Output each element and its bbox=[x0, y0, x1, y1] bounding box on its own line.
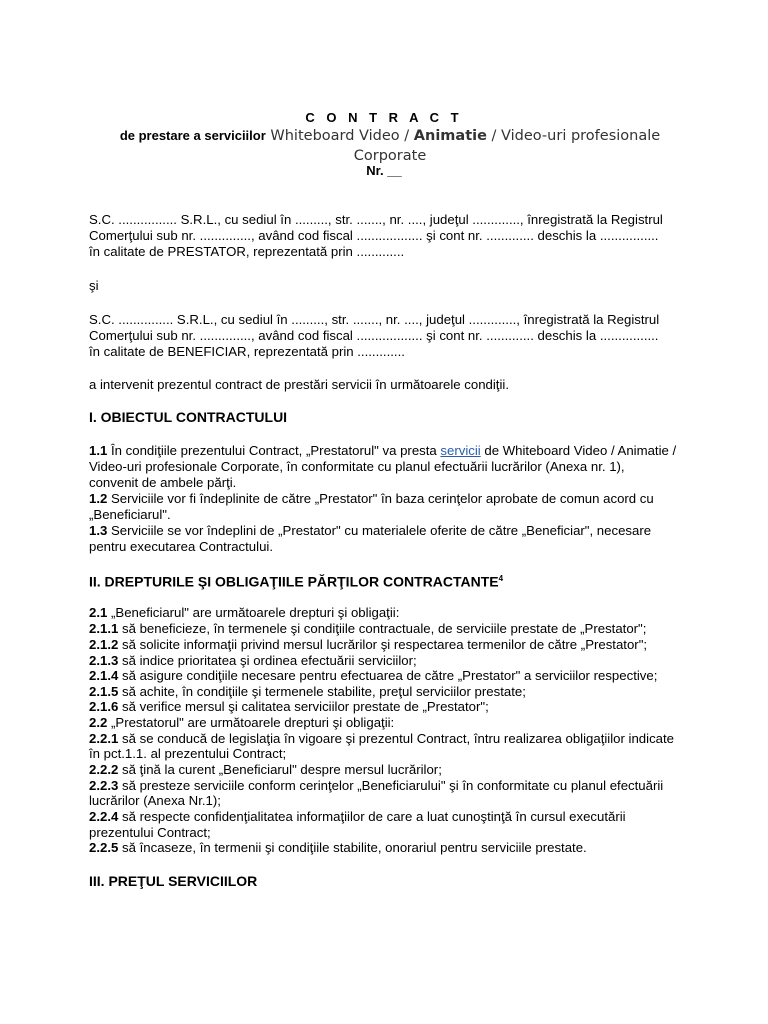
party2-line2: Comerţului sub nr. .............., având cod fiscal .................. şi cont nr. ............. deschis la ................ bbox=[89, 328, 659, 343]
clause-text: de Whiteboard Video / Animatie / bbox=[480, 443, 677, 458]
clause-number: 2.1.3 bbox=[89, 653, 119, 668]
clause-text: să ţină la curent „Beneficiarul" despre mersul lucrărilor; bbox=[118, 762, 442, 777]
clause-1-1 bbox=[89, 443, 676, 459]
clause-text: să achite, în condiţiile şi termenele stabilite, preţul serviciilor prestate; bbox=[118, 684, 526, 699]
clause-line bbox=[89, 637, 647, 653]
clause-line bbox=[89, 809, 626, 825]
clause-text: lucrărilor (Anexa Nr.1); bbox=[89, 793, 221, 808]
clause-line bbox=[89, 778, 663, 794]
agreement-intro: a intervenit prezentul contract de prestări servicii în următoarele condiţii. bbox=[89, 377, 509, 392]
clause-number: 1.3 bbox=[89, 523, 108, 538]
clause-text: să verifice mersul şi calitatea serviciilor prestate de „Prestator"; bbox=[118, 699, 489, 714]
clause-text: să respecte confidenţialitatea informaţiilor de care a luat cunoştinţă în cursul executării bbox=[118, 809, 626, 824]
clause-line bbox=[89, 731, 674, 747]
subtitle-part3: / Video-uri profesionale bbox=[486, 128, 661, 144]
section2-heading bbox=[89, 571, 503, 590]
clause-line bbox=[89, 699, 489, 715]
clause-text: „Beneficiarul" are următoarele drepturi şi obligaţii: bbox=[107, 605, 400, 620]
clause-text: să beneficieze, în termenele şi condiţiile contractuale, de serviciile prestate de „Prestator"; bbox=[118, 621, 647, 636]
clause-number: 2.2.3 bbox=[89, 778, 119, 793]
clause-line bbox=[89, 793, 221, 809]
clause-line bbox=[89, 715, 394, 731]
clause-text: să se conducă de legislaţia în vigoare şi prezentul Contract, întru realizarea obligaţiilor indicate bbox=[118, 731, 674, 746]
clause-text: să solicite informaţii privind mersul lucrărilor şi respectarea termenilor de către „Prestator"; bbox=[118, 637, 648, 652]
clause-number: 2.1 bbox=[89, 605, 108, 620]
party1-line1: S.C. ................ S.R.L., cu sediul în ........., str. ......., nr. ...., judeţul ............., înregistrată la Registrul bbox=[89, 212, 663, 227]
clause-line bbox=[89, 746, 286, 762]
clause-number: 2.1.5 bbox=[89, 684, 119, 699]
services-link[interactable]: servicii bbox=[440, 443, 481, 458]
clause-line bbox=[89, 825, 211, 841]
clause-text: să încaseze, în termenii şi condiţiile stabilite, onorariul pentru serviciile prestate. bbox=[118, 840, 587, 855]
clause-number: 2.1.1 bbox=[89, 621, 119, 636]
clause-line bbox=[89, 668, 657, 684]
clause-number: 2.2 bbox=[89, 715, 108, 730]
contract-title: C O N T R A C T bbox=[305, 110, 463, 125]
clause-line bbox=[89, 762, 442, 778]
clause-number: 1.2 bbox=[89, 491, 108, 506]
subtitle-lead: de prestare a serviciilor bbox=[119, 128, 266, 143]
contract-subtitle bbox=[90, 126, 690, 166]
footnote-ref: 4 bbox=[498, 574, 504, 583]
subtitle-part2: Animatie bbox=[413, 128, 487, 144]
clause-text: Serviciile se vor îndeplini de „Prestator" cu materialele oferite de către „Beneficiar", necesare bbox=[107, 523, 652, 538]
subtitle-part1: Whiteboard Video / bbox=[265, 128, 414, 144]
clause-number: 2.1.4 bbox=[89, 668, 119, 683]
clause-number: 2.2.5 bbox=[89, 840, 119, 855]
clause-text: În condiţiile prezentului Contract, „Prestatorul" va presta bbox=[107, 443, 441, 458]
party2-line1: S.C. ............... S.R.L., cu sediul în ........., str. ......., nr. ...., judeţul ............., înregistrată la Registrul bbox=[89, 312, 660, 327]
clause-line bbox=[89, 653, 417, 669]
section2-heading-text: II. DREPTURILE ŞI OBLIGAŢIILE PĂRŢILOR CONTRACTANTE bbox=[89, 573, 499, 590]
clause-number: 2.2.1 bbox=[89, 731, 119, 746]
clause-1-1-line2: Video-uri profesionale Corporate, în conformitate cu planul efectuării lucrărilor (Anexa nr. 1), bbox=[89, 459, 625, 474]
clause-1-2 bbox=[89, 491, 654, 507]
clause-text: „Prestatorul" are următoarele drepturi şi obligaţii: bbox=[107, 715, 395, 730]
clause-number: 2.1.2 bbox=[89, 637, 119, 652]
clause-text: să indice prioritatea şi ordinea efectuării serviciilor; bbox=[118, 653, 417, 668]
party1-line3: în calitate de PRESTATOR, reprezentată prin ............. bbox=[89, 244, 405, 259]
clause-line bbox=[89, 684, 526, 700]
clause-text: prezentului Contract; bbox=[89, 825, 211, 840]
clause-text: în pct.1.1. al prezentului Contract; bbox=[89, 746, 287, 761]
clause-text: să presteze serviciile conform cerinţelor „Beneficiarului" şi în conformitate cu planul efectuării bbox=[118, 778, 664, 793]
party1-line2: Comerţului sub nr. .............., având cod fiscal .................. şi cont nr. ............. deschis la ................ bbox=[89, 228, 659, 243]
clause-number: 2.2.2 bbox=[89, 762, 119, 777]
clause-1-2-line2: „Beneficiarul". bbox=[89, 507, 171, 522]
clause-1-3 bbox=[89, 523, 651, 539]
contract-number: Nr. __ bbox=[366, 163, 402, 178]
clause-text: să asigure condiţiile necesare pentru efectuarea de către „Prestator" a serviciilor respective; bbox=[118, 668, 658, 683]
party2-line3: în calitate de BENEFICIAR, reprezentată prin ............. bbox=[89, 344, 405, 359]
and-word: şi bbox=[89, 278, 99, 293]
clause-text: Serviciile vor fi îndeplinite de către „Prestator" în baza cerinţelor aprobate de comun acord cu bbox=[107, 491, 654, 506]
clause-1-3-line2: pentru executarea Contractului. bbox=[89, 539, 274, 554]
subtitle-part4: Corporate bbox=[353, 148, 427, 164]
clause-line bbox=[89, 605, 399, 621]
clause-number: 2.2.4 bbox=[89, 809, 119, 824]
clause-line bbox=[89, 840, 587, 856]
clause-line bbox=[89, 621, 646, 637]
clause-number: 2.1.6 bbox=[89, 699, 119, 714]
section1-heading: I. OBIECTUL CONTRACTULUI bbox=[89, 409, 288, 425]
clause-number: 1.1 bbox=[89, 443, 108, 458]
section3-heading: III. PREŢUL SERVICIILOR bbox=[89, 873, 258, 889]
clause-1-1-line3: convenit de ambele părţi. bbox=[89, 475, 237, 490]
